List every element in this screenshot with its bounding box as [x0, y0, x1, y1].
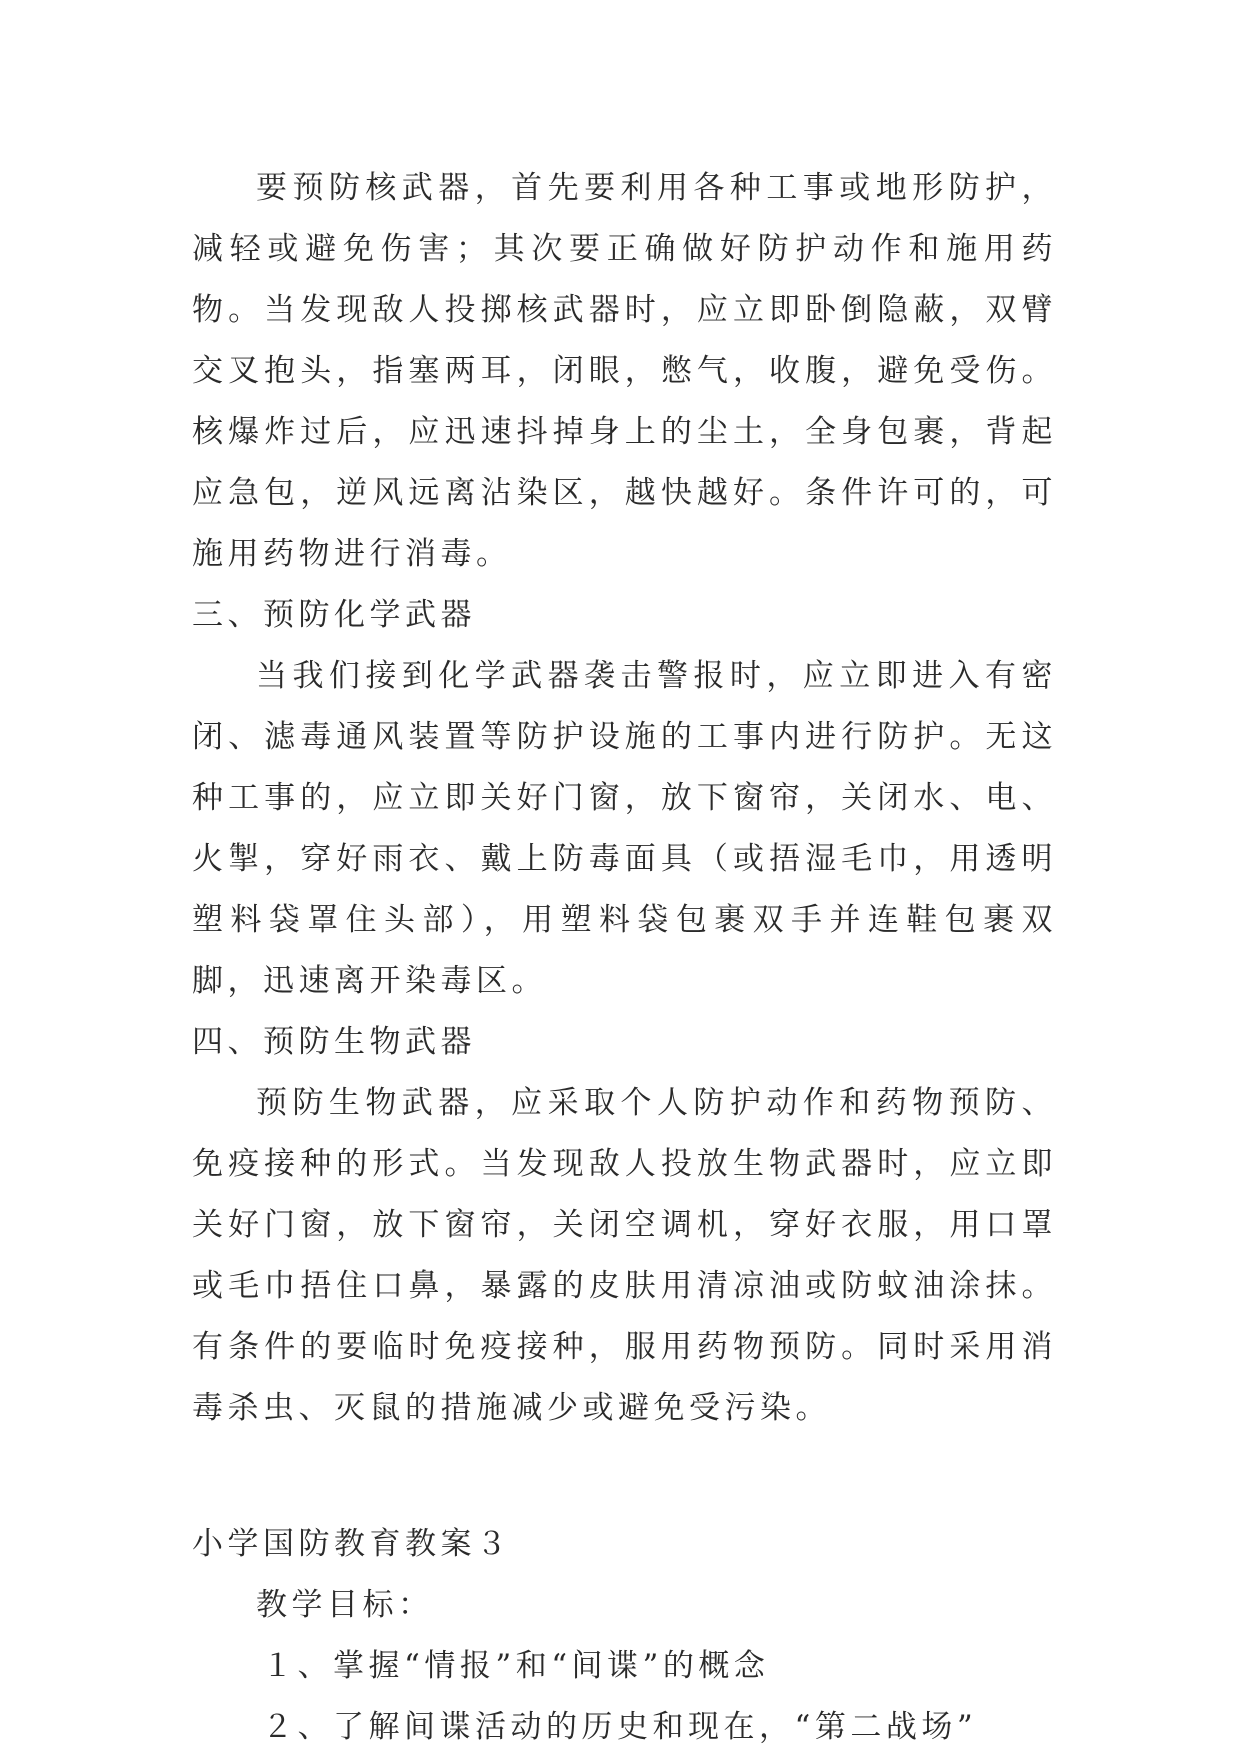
heading-biological-weapons: 四、预防生物武器	[192, 1024, 476, 1060]
objective-item-2: ２、了解间谍活动的历史和现在，“第二战场”	[262, 1709, 978, 1745]
paragraph-chemical-protection: 当我们接到化学武器袭击警报时，应立即进入有密闭、滤毒通风装置等防护设施的工事内进行防护。无这种工事的，应立即关好门窗，放下窗帘，关闭水、电、火掣，穿好雨衣、戴上防毒面具（或捂湿毛巾，用透明塑料袋罩住头部），用塑料袋包裹双手并连鞋包裹双脚，迅速离开染毒区。	[192, 658, 1057, 999]
paragraph-biological-protection: 预防生物武器，应采取个人防护动作和药物预防、免疫接种的形式。当发现敌人投放生物武器时，应立即关好门窗，放下窗帘，关闭空调机，穿好衣服，用口罩或毛巾捂住口鼻，暴露的皮肤用清凉油或防蚊油涂抹。有条件的要临时免疫接种，服用药物预防。同时采用消毒杀虫、灭鼠的措施减少或避免受污染。	[192, 1085, 1057, 1426]
document-body	[192, 158, 1057, 1758]
paragraph-nuclear-protection: 要预防核武器，首先要利用各种工事或地形防护，减轻或避免伤害；其次要正确做好防护动作和施用药物。当发现敌人投掷核武器时，应立即卧倒隐蔽，双臂交叉抱头，指塞两耳，闭眼，憋气，收腹，避免受伤。核爆炸过后，应迅速抖掉身上的尘土，全身包裹，背起应急包，逆风远离沾染区，越快越好。条件许可的，可施用药物进行消毒。	[192, 170, 1057, 572]
objective-item-1: １、掌握“情报”和“间谍”的概念	[262, 1648, 770, 1684]
section-spacer	[192, 1439, 1057, 1514]
heading-chemical-weapons: 三、预防化学武器	[192, 597, 476, 633]
section-title: 小学国防教育教案３	[192, 1526, 512, 1562]
objectives-label: 教学目标：	[256, 1587, 434, 1623]
